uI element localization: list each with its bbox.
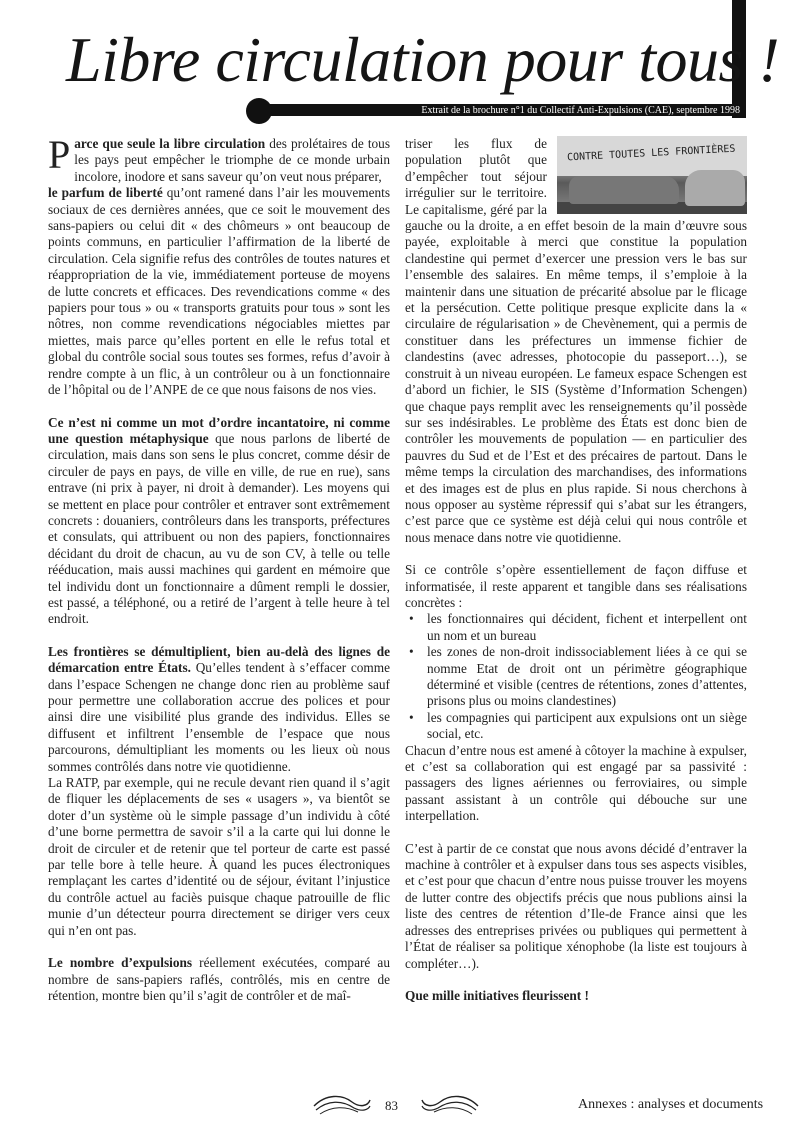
page-subtitle: Extrait de la brochure n°1 du Collectif Anti-Expulsions (CAE), septembre 1998 [421,105,740,116]
photo-car-left [569,176,679,204]
paragraph-borders [48,644,390,775]
paragraph-expulsions [48,955,390,1004]
left-column [48,132,390,1004]
list-item: • les fonctionnaires qui décident, fichent et interpellent ont un nom et un bureau [427,611,747,644]
paragraph-concrete [48,415,390,628]
photo-graffiti: CONTRE TOUTES LES FRONTIÈRES [566,143,736,164]
list-item: • les compagnies qui participent aux expulsions ont un siège social, etc. [427,710,747,743]
intro-text: des prolétaires de tous les pays peut empêcher le triomphe de ce monde urbain incolore, inodore et sans saveur qu’on veut nous préparer, [74,136,390,184]
paragraph-intro [48,132,390,185]
ornament-right-icon [420,1092,480,1118]
closing-line [405,988,747,1004]
borders-text: Qu’elles tendent à s’effacer comme dans l’espace Schengen ne change donc rien au problème sauf pour permettre une collaboration accrue des polices et pour ainsi dire une visibilité plus grande des individus. Elles se diffusent et infiltrent l’ensemble de l’espace que nous parcourons, démultipliant les moments ou les lieux où nous sommes contrôlés dans notre vie quotidienne. [48,660,390,774]
paragraph-ratp: La RATP, par exemple, qui ne recule devant rien quand il s’agit de fliquer les déplacements de ses « usagers », va bientôt se doter d’un système où le simple passage d’un individu à côté d’une borne permettra de savoir s’il a la carte qui lui donne le droit de circuler et de retenir que tel porteur de carte est passé par telle bore à telle heure. À quand les puces électroniques remplaçant les cartes d’identité ou de séjour, évitant l’injustice du contrôle actuel au faciès puisque chaque patrouille de flic munie d’un détecteur pourra directement se diriger vers ceux qui n’en ont pas. [48,775,390,938]
paragraph-liberty [48,185,390,398]
page-number: 83 [385,1098,398,1113]
street-photo [557,136,747,214]
list-item: • les zones de non-droit indissociablement liées à ce qui se nomme Etat de droit ont un périmètre géographique déterminé et visible (centres de rétentions, zones d’attentes, prisons plus ou moins clandestines) [427,644,747,710]
bullet-list [405,611,747,742]
expulsions-bold: Le nombre d’expulsions [48,955,193,971]
drop-cap: P [48,132,71,177]
ornament-left-icon [312,1092,372,1118]
concrete-bold: Ce n’est ni comme un mot d’ordre incantatoire, ni comme une question métaphysique [48,414,390,446]
borders-bold: Les frontières se démultiplient, bien au-delà des lignes de démarcation entre États. [48,643,390,676]
photo-car-right [685,170,745,206]
liberty-text: qu’ont ramené dans l’air les mouvements sociaux de ces dernières années, que ce soit le mouvement des sans-papiers ou celui dit « des chômeurs » ont beaucoup de points communs, en particulier l’affirmation de la liberté de circulation. Cela signifie refus des contrôles de toutes natures et réappropriation de la vie, immédiatement porteuse de moyens de lutte concrets et efficaces. Des revendications comme « des papiers pour tous » ou « transports gratuits pour tous » sont les nôtres, non comme revendications négociables miettes par miettes, mais parce qu’elles portent en elle le refus total et global du contrôle social sous toutes ses formes, refus d’avoir à rendre compte à un flic, à un contrôleur ou à un fonctionnaire de l’hôpital ou de l’ANPE de ce que nous faisons de nos vies. [48,185,390,398]
page-title: Libre circulation pour tous ! [66,24,780,95]
paragraph-control: Si ce contrôle s’opère essentiellement de façon diffuse et informatisée, il reste apparent et tangible dans ses réalisations concrètes : [405,562,747,610]
liberty-bold: le parfum de liberté [48,185,163,201]
paragraph-flows: triser les flux de population plutôt que d’empêcher tout séjour irrégulier sur le territoire. Le capitalisme, géré par la gauche ou la droite, a en effet besoin de la main d’œuvre sous payée, exploitable à merci que constitue la population clandestine qui permet d’exercer une pression vers le bas sur l’ensemble des salaires. En même temps, il s’emploie à la maintenir dans une situation de précarité absolue par le flicage et la persécution. Cette politique presque explicite dans la « circulaire de régularisation » de Chevènement, qui a permis de constituer dans les préfectures un immense fichier de clandestins (avec adresses, photocopie du passeport…), se construit à un niveau européen. Le fameux espace Schengen est d’abord un fichier, le SIS (Système d’Information Schengen) que chaque pays remplit avec les renseignements qu’il possède sur ses indésirables. Le problème des États est donc bien de contrôler les mouvements de population — en particulier des pauvres du Sud et de l’Est et des précaires de partout. Dans le même temps la circulation des marchandises, des informations et des images est de plus en plus rapide. Si nous cherchons à nous opposer au système répressif qui s’abat sur les étrangers, c’est parce que ce système est déjà celui qui nous contrôle et nous menace dans notre vie quotidienne. [405,136,747,545]
right-column [405,136,747,1004]
intro-bold: arce que seule la libre circulation [74,136,266,151]
paragraph-passivity: Chacun d’entre nous est amené à côtoyer la machine à expulser, et c’est sa collaboration qui est engagé par sa passivité : passagers des lignes aériennes ou ferroviaires, ou simple passant assistant à un contrôle qui débouche sur une interpellation. [405,742,747,824]
footer-section-title: Annexes : analyses et documents [578,1097,764,1112]
header-bullet-dot [246,98,272,124]
paragraph-decision: C’est à partir de ce constat que nous avons décidé d’entraver la machine à contrôler et à expulser dans tous ses aspects visibles, et c’est pour que chacun d’entre nous puisse trouver les moyens de lutter contre des objectifs précis que nous publions ainsi la liste des centres de rétention d’Ile-de France ainsi que les adresses des entreprises privées ou publiques qui permettent à l’État de réaliser sa politique xénophobe (la liste est toujours à compléter…). [405,840,747,971]
concrete-text: que nous parlons de liberté de circulation, mais dans son sens le plus concret, comme désir de circuler de pays en pays, de ville en ville, de rue en rue), sans entrave (ni prix à payer, ni droit à demander). Les moyens qui se mettent en place pour contrôler et entraver sont extrêmement concrets : douaniers, contrôleurs dans les transports, préfectures et consulats, qui attribuent ou non des papiers, fonctionnaires décidant du droit de chacun, au vu de son CV, à telle ou telle rééducation, mais aussi machines qui gardent en mémoire que tel individu dont un fonctionnaire a dûment rempli le dossier, est passé, a téléphoné, ou a retiré de l’argent à telle heure à tel endroit. [48,430,390,627]
closing-bold: Que mille initiatives fleurissent ! [405,987,589,1003]
expulsions-text: réellement exécutées, comparé au nombre de sans-papiers raflés, contrôlés, mis en centre de rétention, montre bien qu’il s’agit de contrôler et de maî- [48,955,390,1003]
